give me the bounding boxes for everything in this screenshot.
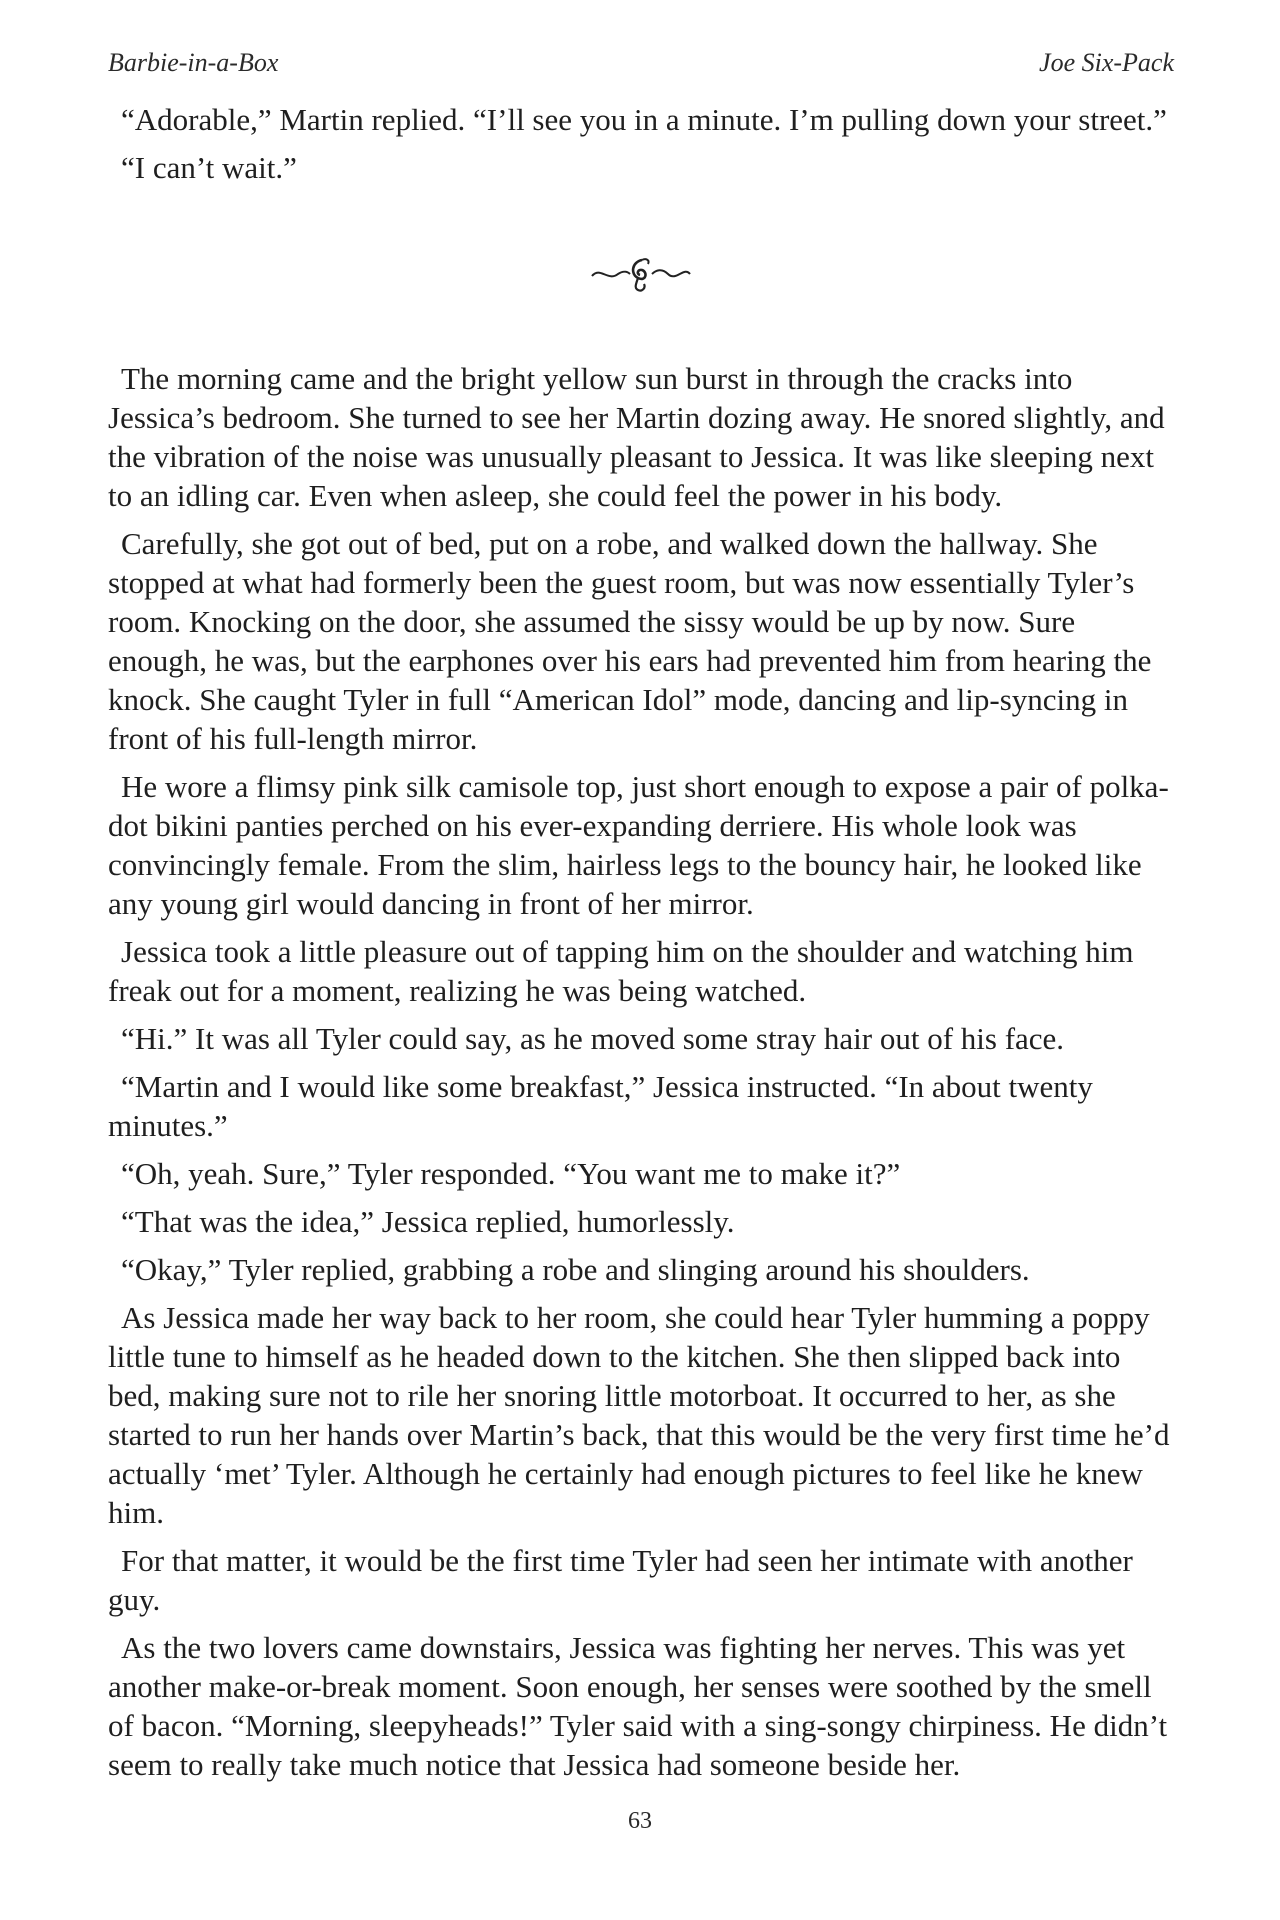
paragraph: Jessica took a little pleasure out of tapping him on the shoulder and watching him freak out for a moment, realizing he was being watched.	[108, 934, 1134, 1008]
paragraph: The morning came and the bright yellow sun burst in through the cracks into Jessica’s bedroom. She turned to see her Martin dozing away. He snored slightly, and the vibration of the noise was unusually pleasant to Jessica. It was like sleeping next to an idling car. Even when asleep, she could feel the power in his body.	[108, 361, 1165, 513]
section-break	[108, 221, 1174, 327]
paragraph: As the two lovers came downstairs, Jessica was fighting her nerves. This was yet another make-or-break moment. Soon enough, her senses were soothed by the smell of bacon. “Morning, sleepyheads!” Tyler said with a sing-songy chirpiness. He didn’t seem to really take much notice that Jessica had someone beside her.	[108, 1630, 1168, 1782]
paragraph: “Adorable,” Martin replied. “I’ll see you in a minute. I’m pulling down your street.”	[121, 102, 1167, 137]
running-header-chapter-title: Joe Six-Pack	[1039, 48, 1174, 77]
paragraph: “Okay,” Tyler replied, grabbing a robe and slinging around his shoulders.	[121, 1252, 1030, 1287]
paragraph: “That was the idea,” Jessica replied, humorlessly.	[121, 1204, 735, 1239]
running-header-book-title: Barbie-in-a-Box	[108, 48, 279, 77]
paragraph: For that matter, it would be the first time Tyler had seen her intimate with another guy.	[108, 1543, 1133, 1617]
running-header	[108, 48, 1174, 84]
paragraph: “Martin and I would like some breakfast,” Jessica instructed. “In about twenty minutes.”	[108, 1069, 1093, 1143]
paragraph: “Hi.” It was all Tyler could say, as he moved some stray hair out of his face.	[121, 1021, 1065, 1056]
paragraph: “Oh, yeah. Sure,” Tyler responded. “You want me to make it?”	[121, 1156, 901, 1191]
paragraph: Carefully, she got out of bed, put on a robe, and walked down the hallway. She stopped at what had formerly been the guest room, but was now essentially Tyler’s room. Knocking on the door, she assumed the sissy would be up by now. Sure enough, he was, but the earphones over his ears had prevented him from hearing the knock. She caught Tyler in full “American Idol” mode, dancing and lip-syncing in front of his full-length mirror.	[108, 526, 1152, 756]
paragraph: He wore a flimsy pink silk camisole top, just short enough to expose a pair of polka-dot bikini panties perched on his ever-expanding derriere. His whole look was convincingly female. From the slim, hairless legs to the bouncy hair, he looked like any young girl would dancing in front of her mirror.	[108, 769, 1169, 921]
scroll-flourish-icon	[586, 252, 696, 296]
body-text	[108, 100, 1174, 1793]
page-number: 63	[628, 1808, 652, 1834]
paragraph: “I can’t wait.”	[121, 150, 297, 185]
paragraph: As Jessica made her way back to her room, she could hear Tyler humming a poppy little tune to himself as he headed down to the kitchen. She then slipped back into bed, making sure not to rile her snoring little motorboat. It occurred to her, as she started to run her hands over Martin’s back, that this would be the very first time he’d actually ‘met’ Tyler. Although he certainly had enough pictures to feel like he knew him.	[108, 1300, 1170, 1530]
